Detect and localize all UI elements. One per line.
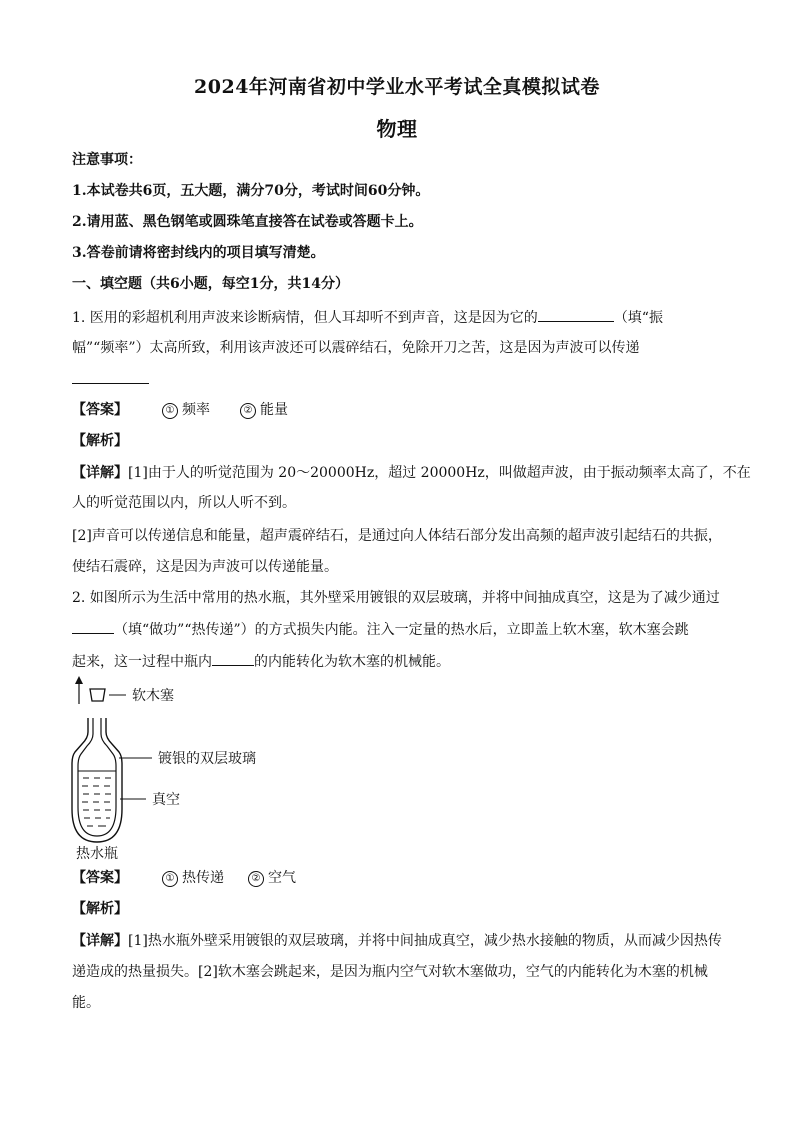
notice-item: 2.请用蓝、黑色钢笔或圆珠笔直接答在试卷或答题卡上。 — [72, 214, 423, 230]
analysis-tag: 【解析】 — [72, 901, 128, 917]
label-vacuum: 真空 — [152, 792, 180, 808]
answer-tag: 【答案】 — [72, 870, 128, 886]
question-2-line — [72, 651, 732, 672]
answer-number: ① — [162, 871, 178, 887]
answer-value: 能量 — [260, 402, 288, 418]
notice-item: 1.本试卷共6页，五大题，满分70分，考试时间60分钟。 — [72, 183, 430, 199]
analysis-tag: 【解析】 — [72, 433, 128, 449]
detail-line: 递造成的热量损失。[2]软木塞会跳起来，是因为瓶内空气对软木塞做功，空气的内能转化为木塞的机械 — [72, 964, 708, 980]
detail-text: [1]由于人的听觉范围为 20～20000Hz，超过 20000Hz，叫做超声波，由于振动频率太高了，不在 — [128, 465, 751, 481]
arrow-head-icon — [75, 676, 83, 684]
page-title: 2024年河南省初中学业水平考试全真模拟试卷 — [194, 76, 600, 98]
label-glass: 镀银的双层玻璃 — [158, 751, 256, 767]
detail-line: 人的听觉范围以内，所以人听不到。 — [72, 495, 296, 511]
question-1-line — [72, 307, 732, 328]
answer-row — [72, 400, 732, 420]
question-text: 1. 医用的彩超机利用声波来诊断病情，但人耳却听不到声音，这是因为它的 — [72, 310, 538, 326]
question-text: （填“振 — [613, 310, 663, 326]
detail-tag: 【详解】 — [72, 465, 128, 481]
subject-title: 物理 — [376, 117, 418, 141]
answer-blank[interactable] — [538, 307, 614, 322]
detail-line: 使结石震碎，这是因为声波可以传递能量。 — [72, 559, 338, 575]
answer-value: 热传递 — [182, 870, 224, 886]
answer-blank[interactable] — [212, 651, 254, 666]
label-cork: 软木塞 — [132, 688, 174, 704]
detail-tag: 【详解】 — [72, 933, 128, 949]
outer-wall — [72, 718, 122, 842]
thermos-figure — [60, 674, 320, 864]
question-text: 的内能转化为软木塞的机械能。 — [254, 654, 450, 670]
question-1-line: 幅”“频率”）太高所致，利用该声波还可以震碎结石，免除开刀之苦，这是因为声波可以传递 — [72, 340, 640, 356]
section-heading: 一、填空题（共6小题，每空1分，共14分） — [72, 276, 349, 292]
detail-line — [72, 931, 732, 951]
detail-line — [72, 463, 751, 483]
detail-line: 能。 — [72, 995, 100, 1011]
figure-caption: 热水瓶 — [76, 846, 118, 862]
answer-row — [72, 868, 732, 888]
answer-number: ① — [162, 403, 178, 419]
answer-blank[interactable] — [72, 619, 114, 634]
question-2-line — [72, 619, 732, 640]
answer-value: 频率 — [182, 402, 210, 418]
question-1-line — [72, 369, 732, 390]
answer-value: 空气 — [268, 870, 296, 886]
detail-text: [1]热水瓶外壁采用镀银的双层玻璃，并将中间抽成真空，减少热水接触的物质，从而减少因热传 — [128, 933, 722, 949]
answer-number: ② — [240, 403, 256, 419]
notice-heading: 注意事项： — [72, 152, 142, 168]
question-text: 起来，这一过程中瓶内 — [72, 654, 212, 670]
water-dashes — [82, 778, 111, 826]
detail-line: [2]声音可以传递信息和能量，超声震碎结石，是通过向人体结石部分发出高频的超声波引起结石的共振， — [72, 528, 722, 544]
answer-tag: 【答案】 — [72, 402, 128, 418]
answer-number: ② — [248, 871, 264, 887]
notice-item: 3.答卷前请将密封线内的项目填写清楚。 — [72, 245, 325, 261]
question-text: （填“做功”“热传递”）的方式损失内能。注入一定量的热水后，立即盖上软木塞，软木塞会跳 — [114, 622, 689, 638]
question-2-line: 2. 如图所示为生活中常用的热水瓶，其外壁采用镀银的双层玻璃，并将中间抽成真空，这是为了减少通过 — [72, 590, 720, 606]
cork-shape — [90, 689, 105, 701]
answer-blank[interactable] — [72, 369, 149, 384]
